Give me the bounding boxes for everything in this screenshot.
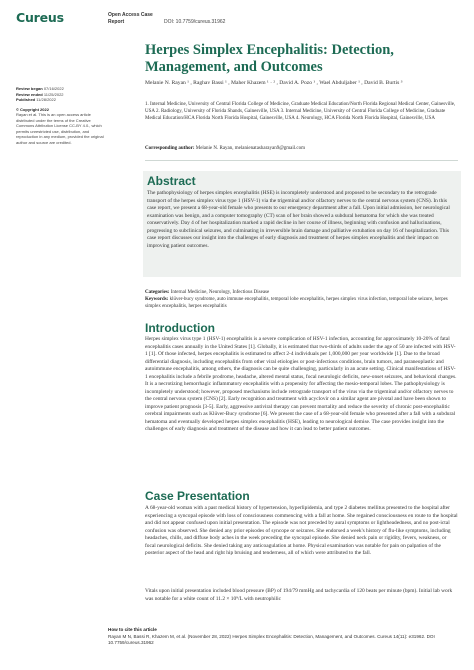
keywords-label: Keywords: xyxy=(145,297,169,303)
review-began-date: 07/16/2022 xyxy=(43,86,64,91)
review-began-label: Review began xyxy=(16,86,43,91)
report-type-line2: Report xyxy=(108,19,125,25)
affiliations: 1. Internal Medicine, University of Central Florida College of Medicine, Graduate Medical Education/North Florida Regional Medical Center, Gainesville, USA 2. Radiology, University of Florida Shands, Gainesville, USA 3. Internal Medicine, University of Central Florida College of Medicine, Graduate Medical Education/HCA Florida North Florida Hospital, Gainesville, USA 4. Neurology, HCA Florida North Florida Hospital, Gainesville, USA xyxy=(145,102,456,122)
citation-footer xyxy=(108,627,458,647)
published-date: 11/28/2022 xyxy=(36,97,56,102)
cite-label: How to cite this article xyxy=(108,627,157,632)
article-title: Herpes Simplex Encephalitis: Detection, Management, and Outcomes xyxy=(145,42,394,75)
report-type xyxy=(108,12,153,26)
divider xyxy=(145,160,458,161)
case-presentation-text: A 68-year-old woman with a past medical history of hypertension, hyperlipidemia, and type 2 diabetes mellitus presented to the hospital after experiencing a syncopal episode with loss of consciousness commencing with a fall at home. She regained consciousness en route to the hospital and did not appear confused upon initial presentation. The episode was not preceded by aural symptoms or lightheadedness, and no post-ictal confusion was observed. She denied any prior episodes of syncope or seizures. She endorsed a week's history of flu-like symptoms, including headaches, chills, and diffuse body aches in the week preceding the syncopal episode. She denied neck pain or rigidity, fevers, weakness, or focal neurological deficits. She denied taking any anticoagulation at home. Physical examination was notable for pain on palpation of the posterior aspect of the head and right hip bruising and tenderness, all of which were attributed to the fall. xyxy=(145,505,458,556)
abstract-text: The pathophysiology of herpes simplex encephalitis (HSE) is incompletely understood and proposed to be secondary to the retrograde transport of the herpes simplex virus type 1 (HSV-1) via the trigeminal and/or olfactory nerves to the central nervous system (CNS). In this case report, we present a 68-year-old female who presents to our emergency department after a fall. Upon initial admission, her neurological examination was benign, and a computer tomography (CT) scan of her brain showed a subdural hematoma for which she was treated conservatively. Day 4 of her hospitalization marked a rapid decline in her course of illness, beginning with confusion and hallucinations, progressing to subclinical seizures, and culminating in irreversible brain damage and palliative extubation on day 16 of hospitalization. This case report discusses our insight into the challenges of early diagnosis and treatment of herpes simplex encephalitis and their impact on improving patient outcomes. xyxy=(147,190,450,249)
categories-block xyxy=(145,289,458,311)
case-presentation-heading: Case Presentation xyxy=(145,489,250,503)
case-presentation-vitals: Vitals upon initial presentation included blood pressure (BP) of 194/79 mmHg and tachycardia of 120 beats per minute (bpm). Initial lab work was notable for a white count of 11.2 × 10⁹/L with neutrophilic xyxy=(145,588,453,602)
abstract-heading: Abstract xyxy=(147,174,196,188)
corresponding-label: Corresponding author: xyxy=(145,146,195,151)
cite-text: Rayan M N, Bassi R, Khazem M, et al. (November 28, 2022) Herpes Simplex Encephalitis: Detection, Management, and Outcomes. Cureus 14(11): e31962. DOI 10.7759/cureus.31962 xyxy=(108,633,435,646)
copyright: © Copyright 2022 xyxy=(16,106,49,112)
sidebar xyxy=(16,86,110,145)
categories-row xyxy=(145,289,458,296)
introduction-heading: Introduction xyxy=(145,321,215,335)
journal-logo: Cureus xyxy=(16,10,64,25)
keywords-value: klüver-bucy syndrome, auto immune encephalitis, temporal lobe encephalitis, herpes simplex virus infection, temporal lobe seizure, herpes simplex encephalitis, herpes encephalitis xyxy=(145,297,448,310)
corresponding-author xyxy=(145,146,305,151)
categories-value: Internal Medicine, Neurology, Infectious Disease xyxy=(170,290,270,295)
corresponding-email[interactable]: Melanie N. Rayan, melanienatasharayan9@gmail.com xyxy=(195,146,306,151)
categories-label: Categories: xyxy=(145,290,170,295)
published-label: Published xyxy=(16,97,36,102)
doi[interactable]: DOI: 10.7759/cureus.31962 xyxy=(164,18,226,25)
license-text: Rayan et al. This is an open access article distributed under the terms of the Creative Commons Attribution License CC-BY 4.0., which permits unrestricted use, distribution, and reproduction in any medium, provided the original author and source are credited. xyxy=(16,112,104,145)
keywords-row xyxy=(145,296,458,310)
author-list: Melanie N. Rayan ¹ , Raghav Bassi ¹ , Maher Khazem ¹ · ² , David A. Pozo ¹ , Wael Abduljaber ¹ , David B. Burtis ³ xyxy=(145,80,403,86)
introduction-text: Herpes simplex virus type 1 (HSV-1) encephalitis is a severe complication of HSV-1 infection, accounting for approximately 10-20% of fatal encephalitis cases annually in the United States [1]. Globally, it is estimated that two-thirds of adults under the age of 50 are infected with HSV-1 [1]. Of those infected, herpes encephalitis is estimated to affect 2-4 individuals per 1,000,000 per year worldwide [1]. Due to the broad differential diagnosis, including encephalitis from other viral etiologies or post-infectious conditions, brain tumors, and paraneoplastic and autoimmune encephalitis, among others, the diagnosis can be quite challenging, particularly in an acute setting. Clinical manifestations of HSV-1 encephalitis include a febrile prodrome, headache, altered mental status, focal neurologic deficits, new-onset seizures, and behavioral changes. It is a necrotizing hemorrhagic inflammatory encephalitis with a propensity for affecting the mesio-temporal lobes. The pathophysiology is incompletely understood; however, proposed mechanisms include retrograde transport of the virus via the trigeminal and/or olfactory nerves to the central nervous system (CNS) [2]. Early recognition and treatment with acyclovir on a similar agent are pivotal and have been shown to improve patient prognosis [3-5]. Early, aggressive antiviral therapy can prevent mortality and reduce the severity of chronic post-encephalitic cerebral impairments such as Klüver-Bucy syndrome [6]. We present the case of a 68-year-old female who presented after a fall with a subdural hematoma and eventually developed herpes simplex encephalitis (HSE), leading to neurological demise. The case provides insight into the challenges of early diagnosis and treatment of the disease and how it can lead to better patient outcomes. xyxy=(145,336,457,432)
review-ended-label: Review ended xyxy=(16,91,43,97)
review-ended-date: 11/25/2022 xyxy=(43,91,64,97)
report-type-line1: Open Access Case xyxy=(108,12,153,18)
